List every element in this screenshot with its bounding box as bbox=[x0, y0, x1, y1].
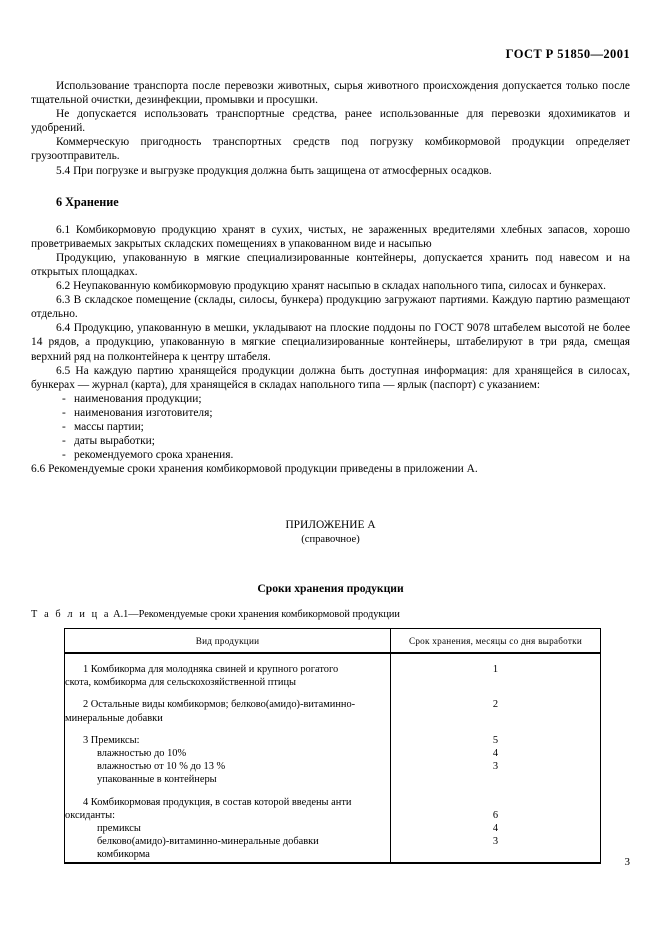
cell-product-type bbox=[65, 653, 391, 689]
table-header bbox=[65, 629, 601, 654]
table-caption-text: А.1—Рекомендуемые сроки хранения комбикормовой продукции bbox=[110, 609, 400, 620]
appendix-subtitle: (справочное) bbox=[301, 533, 360, 545]
paragraph: Не допускается использовать транспортные средства, ранее использованные для перевозки ядохимикатов и удобрений. bbox=[31, 108, 630, 135]
row-subitem: влажностью до 10% bbox=[97, 748, 187, 760]
row-subitem: влажностью от 10 % до 13 % bbox=[97, 761, 226, 773]
cell-storage-term bbox=[391, 689, 601, 724]
page-number: 3 bbox=[624, 856, 630, 868]
row-first-line: 3 Премиксы: bbox=[83, 734, 140, 746]
storage-term-value: 4 bbox=[492, 823, 499, 835]
label-requirements-list bbox=[31, 392, 630, 462]
storage-term-value: 4 bbox=[492, 748, 499, 760]
row-spacer bbox=[391, 787, 600, 796]
list-item bbox=[31, 448, 630, 462]
list-dash-marker: - bbox=[62, 420, 66, 433]
row-spacer bbox=[391, 654, 600, 663]
list-dash-marker: - bbox=[62, 435, 66, 448]
cell-storage-term bbox=[391, 787, 601, 863]
row-continuation-line: оксиданты: bbox=[65, 809, 116, 821]
cell-storage-term bbox=[391, 725, 601, 787]
row-continuation-line: скота, комбикорма для сельскохозяйственной птицы bbox=[65, 677, 296, 689]
appendix-title: ПРИЛОЖЕНИЕ А bbox=[285, 519, 376, 531]
paragraph: Коммерческую пригодность транспортных средств под погрузку комбикормовой продукции определяет грузоотправитель. bbox=[31, 136, 630, 163]
appendix-topic-heading: Сроки хранения продукции bbox=[257, 582, 404, 595]
column-header-product-type: Вид продукции bbox=[65, 629, 391, 654]
storage-term-value: 6 bbox=[492, 809, 499, 821]
paragraph: 6.5 На каждую партию хранящейся продукции должна быть доступная информация: для хранящейся в силосах, бункерах — журнал (карта), для хранящейся в складах напольного типа — ярлык (паспорт) с указанием: bbox=[31, 364, 630, 391]
list-item-label: наименования продукции; bbox=[74, 392, 202, 405]
row-subitem: белково(амидо)-витаминно-минеральные добавки bbox=[97, 836, 319, 848]
table-caption bbox=[31, 609, 400, 620]
section-heading-storage: 6 Хранение bbox=[56, 194, 119, 209]
row-spacer bbox=[65, 654, 390, 663]
row-spacer bbox=[391, 725, 600, 734]
column-header-storage-term: Срок хранения, месяцы со дня выработки bbox=[391, 629, 601, 654]
storage-terms-table bbox=[64, 628, 601, 864]
row-first-line: 2 Остальные виды комбикормов; белково(амидо)-витаминно- bbox=[83, 699, 356, 711]
paragraph: Продукцию, упакованную в мягкие специализированные контейнеры, допускается хранить под навесом и на открытых площадках. bbox=[31, 251, 630, 278]
paragraph: 6.6 Рекомендуемые сроки хранения комбикормовой продукции приведены в приложении А. bbox=[31, 463, 478, 476]
table-row bbox=[65, 787, 601, 863]
standard-number-header: ГОСТ Р 51850—2001 bbox=[505, 47, 630, 61]
row-spacer bbox=[65, 787, 390, 796]
paragraph: 6.4 Продукцию, упакованную в мешки, укладывают на плоские поддоны по ГОСТ 9078 штабелем высотой не более 14 рядов, а продукцию, упакованную в мягкие специализированные контейнеры, штабелируют в три ряда, смещая верхний ряд на полконтейнера к центру штабеля. bbox=[31, 322, 630, 363]
storage-term-value: 3 bbox=[492, 836, 499, 848]
appendix-heading-block bbox=[0, 519, 661, 546]
storage-term-value: 1 bbox=[492, 664, 499, 675]
table-row bbox=[65, 725, 601, 787]
table-caption-label: Т а б л и ц а bbox=[31, 609, 111, 620]
cell-storage-term bbox=[391, 653, 601, 689]
list-item bbox=[31, 420, 630, 434]
list-item-label: наименования изготовителя; bbox=[74, 406, 213, 419]
storage-term-value: 3 bbox=[492, 761, 499, 773]
list-item-label: массы партии; bbox=[74, 420, 144, 433]
cell-product-type bbox=[65, 787, 391, 863]
paragraph: 6.1 Комбикормовую продукцию хранят в сухих, чистых, не зараженных вредителями хлебных запасов, хорошо проветриваемых закрытых складских помещениях в упакованном виде и насыпью bbox=[31, 223, 630, 250]
table-row bbox=[65, 653, 601, 689]
list-dash-marker: - bbox=[62, 392, 66, 405]
paragraph: 6.3 В складское помещение (склады, силосы, бункера) продукцию загружают партиями. Каждую партию размещают отдельно. bbox=[31, 294, 630, 321]
paragraph: 5.4 При погрузке и выгрузке продукция должна быть защищена от атмосферных осадков. bbox=[56, 164, 492, 177]
storage-term-value: 2 bbox=[492, 699, 499, 711]
row-subitem: комбикорма bbox=[97, 849, 150, 861]
list-item bbox=[31, 406, 630, 420]
row-first-line: 1 Комбикорма для молодняка свиней и крупного рогатого bbox=[83, 664, 339, 675]
row-subitem: упакованные в контейнеры bbox=[97, 774, 217, 786]
storage-term-value: 5 bbox=[492, 734, 499, 746]
list-item bbox=[31, 434, 630, 448]
row-spacer bbox=[391, 689, 600, 698]
row-spacer bbox=[65, 725, 390, 734]
row-continuation-line: минеральные добавки bbox=[65, 712, 163, 724]
row-subitem: премиксы bbox=[97, 823, 141, 835]
list-item-label: рекомендуемого срока хранения. bbox=[74, 449, 234, 462]
row-spacer bbox=[65, 689, 390, 698]
list-dash-marker: - bbox=[62, 406, 66, 419]
cell-product-type bbox=[65, 725, 391, 787]
list-item bbox=[31, 392, 630, 406]
cell-product-type bbox=[65, 689, 391, 724]
main-text-content bbox=[31, 79, 630, 476]
table-header-row bbox=[65, 629, 601, 654]
list-dash-marker: - bbox=[62, 449, 66, 462]
paragraph: 6.2 Неупакованную комбикормовую продукцию хранят насыпью в складах напольного типа, силосах и бункерах. bbox=[56, 280, 607, 293]
list-item-label: даты выработки; bbox=[74, 435, 155, 448]
table-body bbox=[65, 653, 601, 863]
table-row bbox=[65, 689, 601, 724]
paragraph: Использование транспорта после перевозки животных, сырья животного происхождения допускается только после тщательной очистки, дезинфекции, промывки и просушки. bbox=[31, 80, 630, 107]
row-first-line: 4 Комбикормовая продукция, в состав которой введены анти bbox=[83, 796, 352, 808]
